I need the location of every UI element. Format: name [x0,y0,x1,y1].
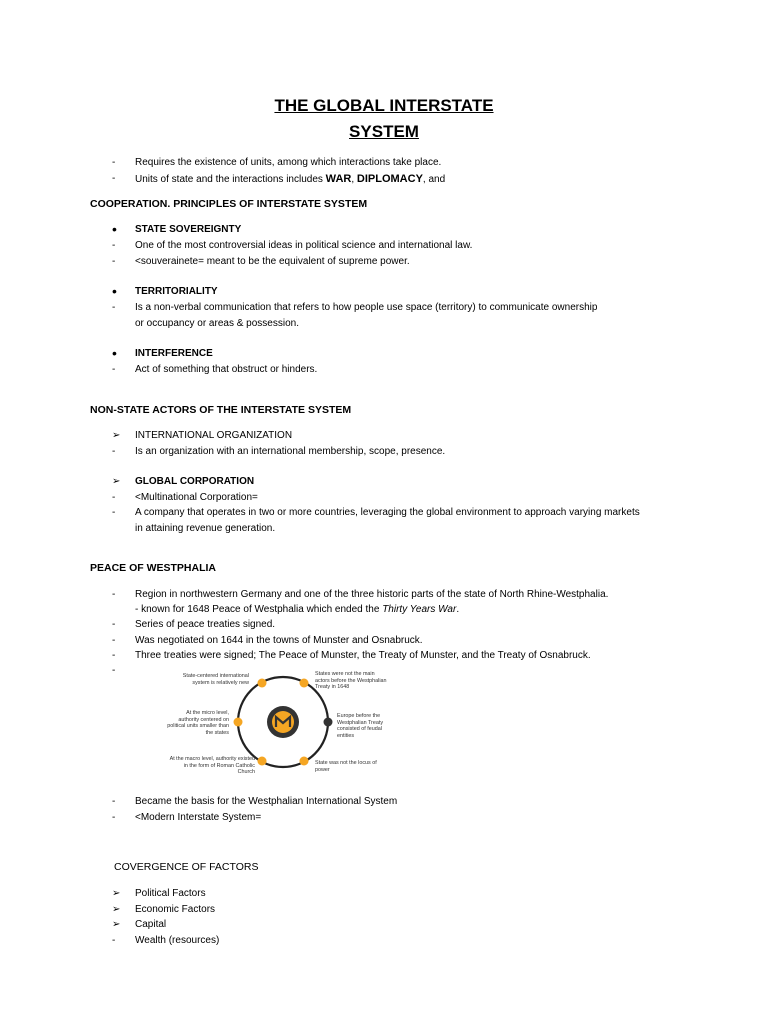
point-text: Act of something that obstruct or hinders. [135,364,318,375]
dash-marker: - [112,619,116,630]
dash-marker: - [112,302,116,313]
bullet-marker: • [112,283,117,299]
arrow-marker: ➢ [112,430,121,441]
arrow-marker: ➢ [112,476,121,487]
point-text: Three treaties were signed; The Peace of Munster, the Treaty of Munster, and the Treaty of Osnabruck. [135,650,591,661]
arrow-marker: ➢ [112,904,121,915]
bullet-marker: • [112,221,117,237]
westphalia-diagram [165,668,390,786]
principle-label: STATE SOVEREIGNTY [135,224,242,235]
diagram-label: Europe before the Westphalian Treaty consisted of feudal entities [337,713,384,739]
point-text: - known for 1648 Peace of Westphalia which ended the Thirty Years War. [135,604,460,615]
point-text: in attaining revenue generation. [135,523,276,534]
document-title-line2: SYSTEM [349,122,419,141]
point-text: Political Factors [135,888,206,899]
diagram-label: State-centered international system is relatively new [182,673,249,686]
point-text: <Modern Interstate System= [135,812,262,823]
dash-marker: - [112,157,116,168]
dash-marker: - [112,507,116,518]
point-text: or occupancy or areas & possession. [135,318,299,329]
point-text: Capital [135,919,167,930]
intro-text: Requires the existence of units, among which interactions take place. [135,157,442,168]
point-text: Is a non-verbal communication that refers to how people use space (territory) to communicate ownership [135,302,598,313]
point-text: <souverainete= meant to be the equivalent of supreme power. [135,256,410,267]
point-text: Region in northwestern Germany and one of the three historic parts of the state of North Rhine-Westphalia. [135,589,609,600]
point-text: Became the basis for the Westphalian International System [135,796,398,807]
nonstate-label: INTERNATIONAL ORGANIZATION [135,430,293,441]
orbit-node [300,757,309,766]
point-text: <Multinational Corporation= [135,492,258,503]
dash-marker: - [112,256,116,267]
nonstate-label: GLOBAL CORPORATION [135,476,255,487]
point-text: Economic Factors [135,904,216,915]
dash-marker: - [112,635,116,646]
cooperation-heading: COOPERATION. PRINCIPLES OF INTERSTATE SYSTEM [90,198,368,210]
intro-text: Units of state and the interactions includes WAR, DIPLOMACY, and [135,173,446,185]
point-text: Was negotiated on 1644 in the towns of Munster and Osnabruck. [135,635,423,646]
point-text: Is an organization with an international membership, scope, presence. [135,446,446,457]
dash-marker: - [112,173,116,184]
principle-label: TERRITORIALITY [135,286,218,297]
point-text: Wealth (resources) [135,935,220,946]
diagram-label: At the micro level, authority centered on political units smaller than the states [167,710,229,736]
dash-marker: - [112,935,116,946]
dash-marker: - [112,665,116,676]
document-title-line1: THE GLOBAL INTERSTATE [274,96,494,115]
dash-marker: - [112,446,116,457]
dash-marker: - [112,796,116,807]
dash-marker: - [112,589,116,600]
diagram-label: At the macro level, authority existed in the form of Roman Catholic Church [169,756,255,775]
dash-marker: - [112,492,116,503]
convergence-heading: COVERGENCE OF FACTORS [114,861,259,873]
nonstate-heading: NON-STATE ACTORS OF THE INTERSTATE SYSTEM [90,404,352,416]
orbit-node [234,718,243,727]
orbit-node [324,718,333,727]
war-term: WAR [325,173,352,185]
orbit-node [258,757,267,766]
dash-marker: - [112,650,116,661]
orbit-node [258,679,267,688]
point-text: One of the most controversial ideas in political science and international law. [135,240,473,251]
orbit-node [300,679,309,688]
diagram-label: State was not the locus of power [315,760,377,773]
westphalia-heading: PEACE OF WESTPHALIA [90,562,217,574]
point-text: A company that operates in two or more countries, leveraging the global environment to approach varying markets [135,507,640,518]
dash-marker: - [112,240,116,251]
arrow-marker: ➢ [112,888,121,899]
diplomacy-term: DIPLOMACY [356,173,423,185]
dash-marker: - [112,812,116,823]
bullet-marker: • [112,345,117,361]
arrow-marker: ➢ [112,919,121,930]
diagram-label: States were not the main actors before the Westphalian Treaty in 1648 [315,671,387,690]
point-text: Series of peace treaties signed. [135,619,276,630]
dash-marker: - [112,364,116,375]
principle-label: INTERFERENCE [135,348,213,359]
